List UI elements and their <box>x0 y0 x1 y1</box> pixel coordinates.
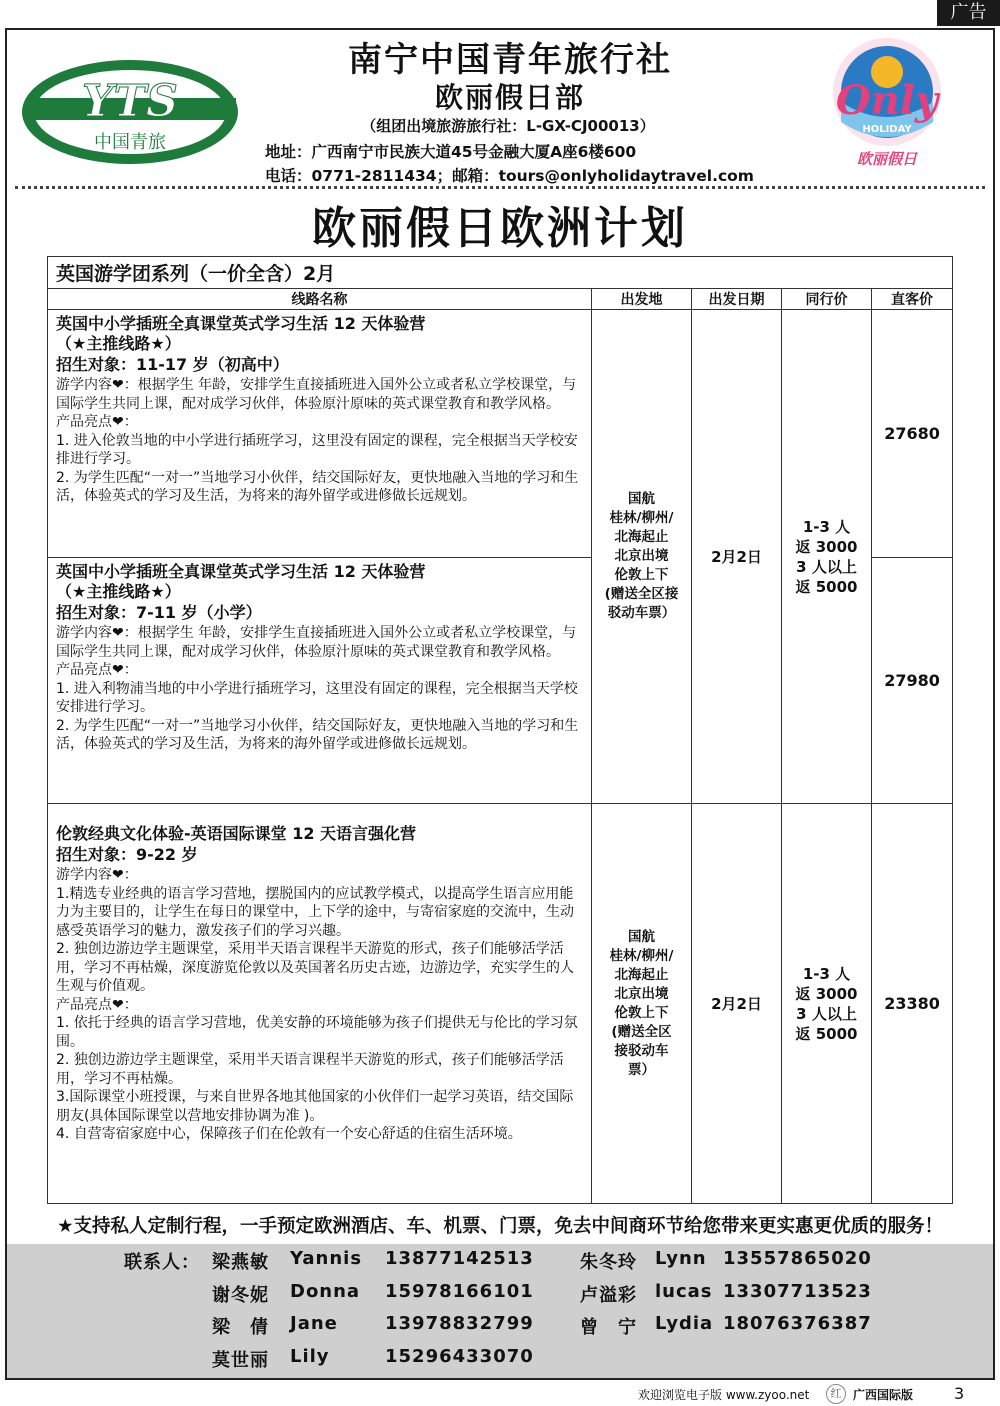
only-holiday-logo <box>828 32 946 172</box>
contact-phone: 18076376387 <box>723 1313 872 1334</box>
departure-line: 国航 <box>628 491 655 507</box>
peer-price-line: 1-3 人 <box>802 517 851 536</box>
peer-price-line: 3 人以上 <box>796 1004 857 1023</box>
contact-name: 朱冬玲 <box>580 1252 637 1273</box>
route-point: 2. 为学生匹配“一对一”当地学习小伙伴，结交国际好友，更快地融入当地的学习和生活，体验英式的学习及生活，为将来的海外留学或进修做长远规划。 <box>56 717 579 752</box>
contact-name: 梁 倩 <box>212 1317 269 1338</box>
route-target: 招生对象：7-11 岁（小学） <box>56 603 262 622</box>
peer-price-cell <box>782 310 872 804</box>
departure-cell <box>592 310 692 804</box>
contact-name: 莫世丽 <box>212 1350 269 1371</box>
address: 地址：广西南宁市民族大道45号金融大厦A座6楼600 <box>265 143 637 161</box>
departure-line: 北海起止 <box>614 529 669 545</box>
route-highlight-label: 产品亮点❤： <box>56 662 138 678</box>
departure-line: 驳动车票） <box>607 605 676 621</box>
departure-line: (赠送全区接 <box>604 586 679 602</box>
route-cell <box>48 310 592 558</box>
direct-price: 27680 <box>872 310 953 558</box>
table-row <box>48 310 953 558</box>
route-cell <box>48 804 592 1204</box>
contact-name: 谢冬妮 <box>212 1285 269 1306</box>
route-target: 招生对象：9-22 岁 <box>56 845 198 864</box>
red-seal-icon: 红 <box>826 1384 846 1404</box>
logo-holiday-text: HOLIDAY <box>862 124 912 135</box>
departure-line: 北海起止 <box>614 966 669 983</box>
route-content-label: 游学内容❤： <box>56 867 138 883</box>
contact-en-name: Lynn <box>655 1248 707 1269</box>
contact-name: 卢溢彩 <box>580 1285 637 1306</box>
route-name: 伦敦经典文化体验-英语国际课堂 12 天语言强化营 <box>56 824 417 843</box>
route-target: 招生对象：11-17 岁（初高中） <box>56 355 289 374</box>
column-header: 出发地 <box>592 289 692 310</box>
route-tag: （★主推线路★） <box>56 334 181 353</box>
route-name: 英国中小学插班全真课堂英式学习生活 12 天体验营 <box>56 562 426 581</box>
peer-price-line: 3 人以上 <box>796 557 857 576</box>
table-header <box>48 289 953 310</box>
peer-price-cell <box>782 804 872 1204</box>
peer-price-line: 返 5000 <box>795 1024 858 1043</box>
departure-line: 北京出境 <box>614 985 669 1002</box>
contact-phone: 13557865020 <box>723 1248 872 1269</box>
route-point: 4. 自营寄宿家庭中心，保障孩子们在伦敦有一个安心舒适的住宿生活环境。 <box>56 1126 522 1142</box>
departure-line: 北京出境 <box>614 548 669 564</box>
contact-en-name: Yannis <box>290 1248 363 1269</box>
contact-row <box>7 1313 993 1343</box>
route-name: 英国中小学插班全真课堂英式学习生活 12 天体验营 <box>56 314 426 333</box>
contact-row <box>7 1281 993 1311</box>
phone-email: 电话：0771-2811434；邮箱：tours@onlyholidaytravel.com <box>265 167 754 185</box>
page-number: 3 <box>954 1384 965 1403</box>
route-highlight-label: 产品亮点❤： <box>56 996 138 1013</box>
route-content: 2. 独创边游边学主题课堂，采用半天语言课程半天游览的形式，孩子们能够活学活用，学习不再枯燥，深度游览伦敦以及英国著名历史古迹，边游边学，充实学生的人生观与价值观。 <box>56 941 574 994</box>
license-number: （组团出境旅游旅行社：L-GX-CJ00013） <box>361 117 655 135</box>
peer-price-line: 返 3000 <box>795 537 858 556</box>
route-content: 1.精选专业经典的语言学习营地，摆脱国内的应试教学模式，以提高学生语言应用能力为主要目的，让学生在每日的课堂中，上下学的途中，与寄宿家庭的交流中，生动感受英语学习的魅力，激发孩子们的学习兴趣。 <box>56 885 574 939</box>
agency-title: 南宁中国青年旅行社 <box>348 40 672 80</box>
logo-right-cn-text: 欧丽假日 <box>856 150 918 168</box>
contact-en-name: Jane <box>290 1313 338 1334</box>
route-point: 1. 依托于经典的语言学习营地，优美安静的环境能够为孩子们提供无与伦比的学习氛围。 <box>56 1015 578 1050</box>
yts-logo <box>18 50 243 170</box>
peer-price-line: 1-3 人 <box>802 964 851 983</box>
date-cell: 2月2日 <box>692 804 782 1204</box>
contact-en-name: Donna <box>290 1281 361 1302</box>
peer-price-line: 返 3000 <box>795 984 858 1003</box>
contact-bar <box>7 1244 993 1378</box>
contact-name: 梁燕敏 <box>212 1252 269 1273</box>
contact-phone: 15978166101 <box>385 1281 534 1302</box>
departure-line: (赠送全区 <box>611 1023 672 1040</box>
footer <box>0 1384 1000 1406</box>
departure-line: 接驳动车 <box>614 1042 669 1059</box>
peer-price-line: 返 5000 <box>795 577 858 596</box>
footer-edition: 广西国际版 <box>853 1388 914 1402</box>
ad-tag: 广告 <box>937 0 1000 26</box>
column-header: 直客价 <box>872 289 953 310</box>
contact-en-name: lucas <box>655 1281 713 1302</box>
direct-price: 27980 <box>872 558 953 804</box>
section-title: 英国游学团系列（一价全含）2月 <box>48 257 953 289</box>
route-point: 3.国际课堂小班授课，与来自世界各地其他国家的小伙伴们一起学习英语，结交国际朋友(具体国际课堂以营地安排协调为准 )。 <box>56 1089 574 1124</box>
departure-line: 票） <box>628 1061 655 1078</box>
contact-row <box>7 1346 993 1376</box>
contact-label: 联系人： <box>124 1252 200 1273</box>
tour-table <box>47 256 953 1204</box>
contact-row <box>7 1248 993 1278</box>
table-row <box>48 804 953 1204</box>
route-cell <box>48 558 592 804</box>
direct-price: 23380 <box>872 804 953 1204</box>
departure-line: 桂林/柳州/ <box>609 510 674 526</box>
plan-title: 欧丽假日欧洲计划 <box>312 203 688 254</box>
departure-line: 国航 <box>628 928 655 945</box>
contact-phone: 13307713523 <box>723 1281 872 1302</box>
slogan: ★支持私人定制行程，一手预定欧洲酒店、车、机票、门票，免去中间商环节给您带来更实惠更优质的服务！ <box>56 1216 944 1237</box>
column-header: 出发日期 <box>692 289 782 310</box>
department-title: 欧丽假日部 <box>434 81 585 114</box>
departure-line: 伦敦上下 <box>614 1004 669 1021</box>
route-point: 2. 独创边游边学主题课堂，采用半天语言课程半天游览的形式，孩子们能够活学活用，学习不再枯燥。 <box>56 1052 564 1087</box>
route-point: 1. 进入利物浦当地的中小学进行插班学习，这里没有固定的课程，完全根据当天学校安排进行学习。 <box>56 680 578 715</box>
contact-phone: 13978832799 <box>385 1313 534 1334</box>
route-tag: （★主推线路★） <box>56 582 181 601</box>
contact-en-name: Lily <box>290 1346 330 1367</box>
contact-name: 曾 宁 <box>580 1317 637 1338</box>
logo-yts-text: YTS <box>82 76 178 127</box>
route-content: 游学内容❤：根据学生 年龄，安排学生直接插班进入国外公立或者私立学校课堂，与国际学生共同上课，配对成学习伙伴，体验原汁原味的英式课堂教育和教学风格。 <box>56 625 577 660</box>
departure-line: 桂林/柳州/ <box>609 947 674 964</box>
date-cell: 2月2日 <box>692 310 782 804</box>
footer-site: 欢迎浏览电子版 www.zyoo.net <box>638 1388 810 1402</box>
departure-cell <box>592 804 692 1204</box>
route-point: 2. 为学生匹配“一对一”当地学习小伙伴，结交国际好友，更快地融入当地的学习和生活，体验英式的学习及生活，为将来的海外留学或进修做长远规划。 <box>56 469 579 504</box>
column-header: 线路名称 <box>48 289 592 310</box>
departure-line: 伦敦上下 <box>614 567 669 583</box>
column-header: 同行价 <box>782 289 872 310</box>
route-content: 游学内容❤：根据学生 年龄，安排学生直接插班进入国外公立或者私立学校课堂，与国际学生共同上课，配对成学习伙伴，体验原汁原味的英式课堂教育和教学风格。 <box>56 377 577 412</box>
logo-cn-text: 中国青旅 <box>94 132 166 153</box>
contact-phone: 13877142513 <box>385 1248 534 1269</box>
route-highlight-label: 产品亮点❤： <box>56 414 138 430</box>
contact-en-name: Lydia <box>655 1313 714 1334</box>
dotted-divider <box>15 186 985 189</box>
contact-phone: 15296433070 <box>385 1346 534 1367</box>
logo-only-text: Only <box>835 77 939 124</box>
route-point: 1. 进入伦敦当地的中小学进行插班学习，这里没有固定的课程，完全根据当天学校安排进行学习。 <box>56 432 578 467</box>
